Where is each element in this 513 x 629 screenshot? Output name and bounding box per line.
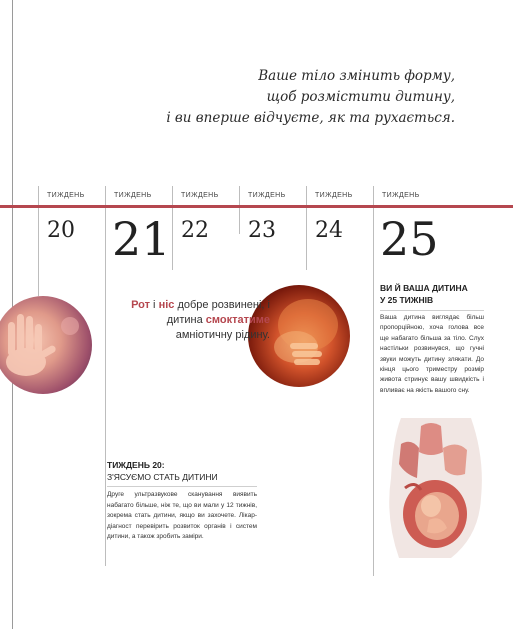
heading-line: У 25 ТИЖНІВ [380,295,434,305]
pregnancy-anatomy-illustration [381,418,487,558]
week-label: ТИЖДЕНЬ [382,192,420,199]
timeline-divider [105,186,106,566]
fetus-hand-photo [0,296,92,394]
quote-line: щоб розмістити дитину, [266,89,455,105]
week-label: ТИЖДЕНЬ [248,192,286,199]
intro-quote [135,66,455,129]
fetus-hand-illustration [0,296,92,394]
week21-description [118,298,270,343]
timeline-divider [38,186,39,296]
sidebar-divider [107,486,257,487]
week-number: 23 [248,218,276,243]
timeline-divider [306,186,307,270]
week-number: 20 [47,218,75,243]
heading-line: ВИ Й ВАША ДИТИНА [380,283,468,293]
text-segment: добре розвинені, і дитина [166,299,270,326]
timeline-divider [373,186,374,576]
week-number: 22 [181,218,209,243]
highlight-term: ніс [158,299,175,311]
week-label: ТИЖДЕНЬ [315,192,353,199]
anatomy-drawing [381,418,487,558]
sidebar-body: Друге ультразвукове сканування виявить набагато більше, ніж те, що ви мали у 12 тижнів, зокрема стать дитини, якщо ви захочете. Лікар-діагност перевірить розвиток органів і систем дитини, а також зробить заміри. [107,491,257,541]
quote-line: і ви вперше відчуєте, як та рухається. [166,110,455,126]
sidebar-title: ТИЖДЕНЬ 20: [107,460,165,470]
text-segment: амніотичну рідину. [175,329,270,341]
quote-line: Ваше тіло змінить форму, [258,68,455,84]
week-label: ТИЖДЕНЬ [47,192,85,199]
sidebar-subtitle: З'ЯСУЄМО СТАТЬ ДИТИНИ [107,472,218,482]
timeline-bar [0,205,513,208]
week-number-current: 21 [112,212,171,266]
week-label: ТИЖДЕНЬ [181,192,219,199]
week-number-highlight: 25 [380,212,439,266]
timeline-divider [172,186,173,270]
highlight-term: Рот [131,299,150,311]
highlight-term: смоктатиме [205,314,270,326]
sidebar-heading [107,459,257,483]
timeline-divider [239,186,240,234]
week-number: 24 [315,218,343,243]
week-label: ТИЖДЕНЬ [114,192,152,199]
week25-body: Ваша дитина виглядає більш пропорційною, хоча голова все ще набагато більша за тіло. Слух настільки розвинувся, що гучні звуки можуть дитину злякати. До кінця цього триместру розмір живота стринує вашу швидкість і впливає на якість вашого сну. [380,314,484,394]
text-segment: і [150,299,159,311]
week25-heading [380,282,484,311]
